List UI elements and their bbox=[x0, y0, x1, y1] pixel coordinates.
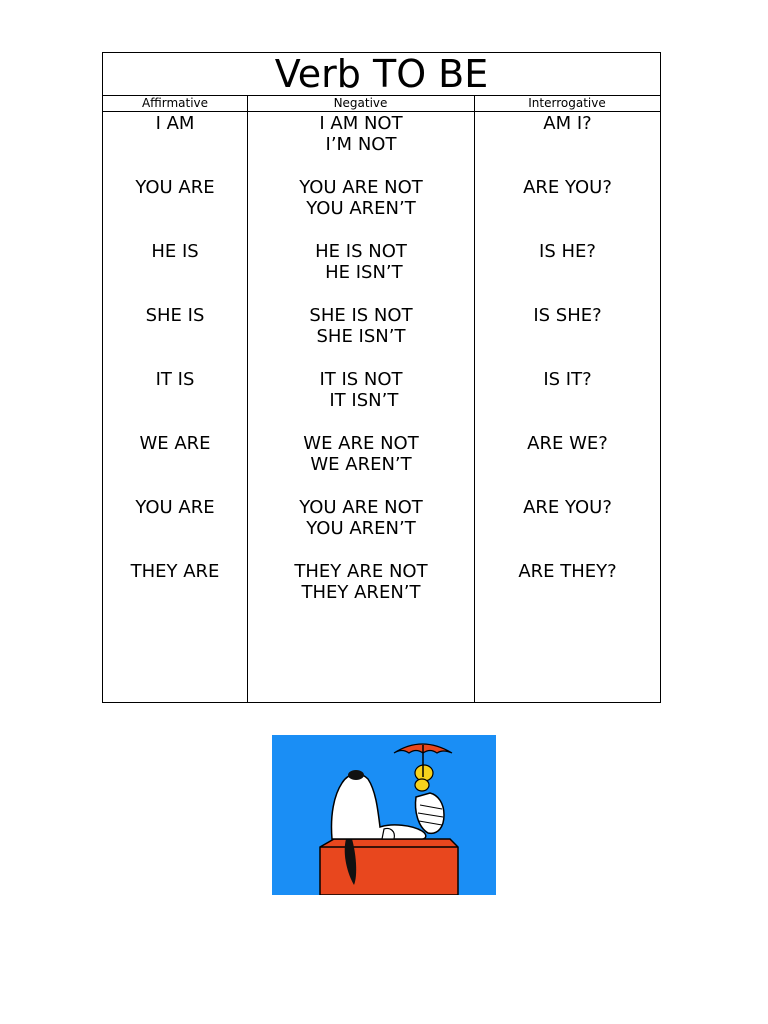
cell-text-line: YOU ARE NOT bbox=[299, 177, 423, 198]
table-cell bbox=[248, 369, 474, 433]
table-cell bbox=[103, 177, 247, 241]
affirmative-column bbox=[103, 113, 247, 625]
column-header-interrogative: Interrogative bbox=[528, 96, 606, 110]
cell-text-line: SHE IS bbox=[145, 305, 205, 326]
table-cell bbox=[248, 113, 474, 177]
cell-text-line: WE ARE NOT bbox=[303, 433, 419, 454]
cell-text-line: THEY ARE bbox=[130, 561, 220, 582]
cell-text-line: I’M NOT bbox=[325, 134, 397, 155]
cell-text-line: HE ISN’T bbox=[319, 262, 403, 283]
cell-text-line: AM I? bbox=[543, 113, 592, 134]
table-cell bbox=[475, 497, 660, 561]
column-header-affirmative: Affirmative bbox=[141, 96, 209, 110]
table-cell bbox=[248, 241, 474, 305]
table-cell bbox=[103, 561, 247, 625]
cell-text-line: HE IS NOT bbox=[315, 241, 407, 262]
cell-text-line: THEY ARE NOT bbox=[294, 561, 428, 582]
cell-text-line: ARE WE? bbox=[527, 433, 608, 454]
cell-text-line: WE AREN’T bbox=[310, 454, 412, 475]
cell-text-line: YOU ARE bbox=[135, 497, 215, 518]
cell-text-line: IS SHE? bbox=[533, 305, 602, 326]
cell-text-line: YOU AREN’T bbox=[306, 518, 416, 539]
column-header-negative: Negative bbox=[333, 96, 388, 110]
cell-text-line: YOU ARE NOT bbox=[299, 497, 423, 518]
column-header-row bbox=[103, 96, 660, 112]
table-cell bbox=[248, 433, 474, 497]
table-cell bbox=[103, 433, 247, 497]
cell-text-line: I AM bbox=[155, 113, 195, 134]
table-cell bbox=[103, 113, 247, 177]
cell-text-line: SHE ISN’T bbox=[316, 326, 406, 347]
table-cell bbox=[103, 369, 247, 433]
table-cell bbox=[475, 561, 660, 625]
table-cell bbox=[475, 113, 660, 177]
cell-text-line: IT ISN’T bbox=[323, 390, 399, 411]
cell-text-line: IS IT? bbox=[543, 369, 592, 390]
table-cell bbox=[248, 177, 474, 241]
table-cell bbox=[103, 497, 247, 561]
table-cell bbox=[475, 177, 660, 241]
verb-table bbox=[102, 52, 661, 703]
cell-text-line: YOU AREN’T bbox=[306, 198, 416, 219]
table-cell bbox=[475, 241, 660, 305]
cell-text-line: HE IS bbox=[151, 241, 199, 262]
cell-text-line: IS HE? bbox=[539, 241, 596, 262]
table-cell bbox=[103, 305, 247, 369]
cell-text-line: SHE IS NOT bbox=[309, 305, 413, 326]
cell-text-line: ARE YOU? bbox=[523, 177, 612, 198]
table-cell bbox=[248, 305, 474, 369]
cell-text-line: ARE THEY? bbox=[518, 561, 617, 582]
snoopy-illustration-svg bbox=[272, 735, 496, 895]
negative-column bbox=[248, 113, 474, 625]
snoopy-doghouse-illustration bbox=[272, 735, 496, 895]
table-cell bbox=[475, 369, 660, 433]
cell-text-line: I AM NOT bbox=[319, 113, 403, 134]
interrogative-column bbox=[475, 113, 660, 625]
page-title: Verb TO BE bbox=[103, 53, 660, 96]
cell-text-line: YOU ARE bbox=[135, 177, 215, 198]
table-cell bbox=[103, 241, 247, 305]
cell-text-line: IT IS NOT bbox=[319, 369, 403, 390]
table-cell bbox=[475, 305, 660, 369]
cell-text-line: THEY AREN’T bbox=[301, 582, 421, 603]
cell-text-line: ARE YOU? bbox=[523, 497, 612, 518]
table-cell bbox=[248, 497, 474, 561]
cell-text-line: IT IS bbox=[155, 369, 195, 390]
table-cell bbox=[475, 433, 660, 497]
cell-text-line: WE ARE bbox=[139, 433, 211, 454]
table-cell bbox=[248, 561, 474, 625]
